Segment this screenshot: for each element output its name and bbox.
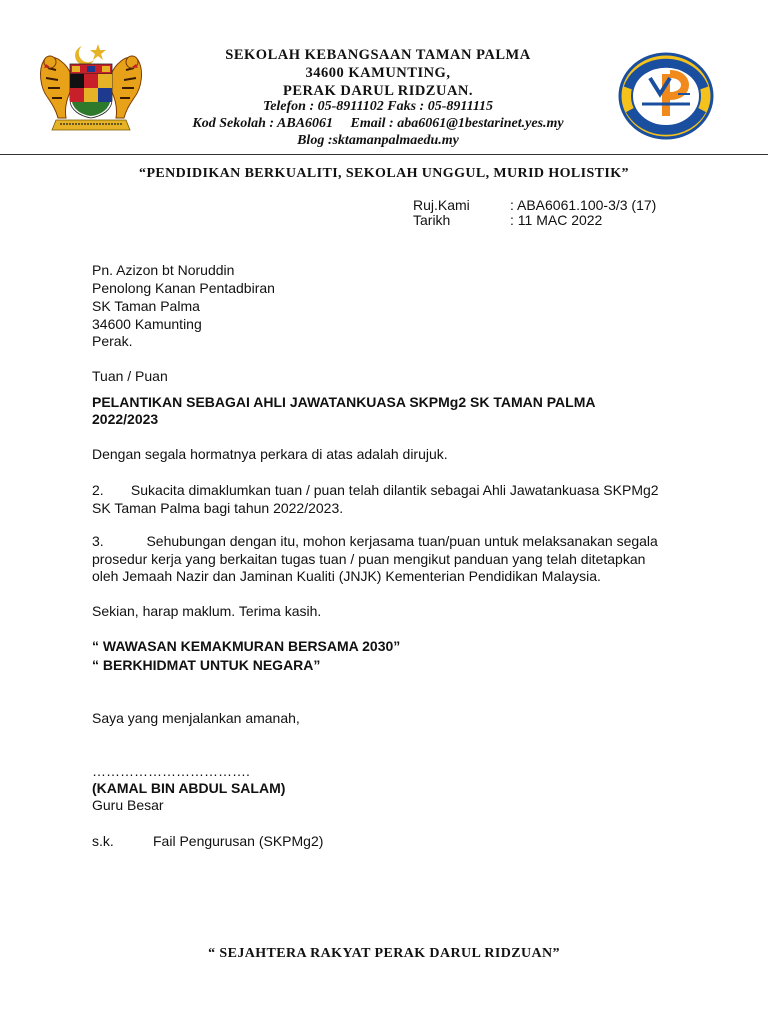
signatory-title: Guru Besar: [92, 797, 164, 813]
recipient-position: Penolong Kanan Pentadbiran: [92, 280, 275, 296]
paragraph-2-line-2: SK Taman Palma bagi tahun 2022/2023.: [92, 500, 344, 516]
footer-slogan: “ SEJAHTERA RAKYAT PERAK DARUL RIDZUAN”: [208, 946, 560, 961]
paragraph-1: Dengan segala hormatnya perkara di atas adalah dirujuk.: [92, 446, 448, 462]
reference-value: : ABA6061.100-3/3 (17): [510, 197, 657, 213]
recipient-name: Pn. Azizon bt Noruddin: [92, 262, 235, 278]
recipient-city: 34600 Kamunting: [92, 316, 202, 332]
paragraph-3-line-3: oleh Jemaah Nazir dan Jaminan Kualiti (JNJK) Kementerian Pendidikan Malaysia.: [92, 568, 601, 584]
malaysia-coat-of-arms-icon: [36, 40, 146, 136]
date-label: Tarikh: [413, 212, 451, 228]
school-blog: Blog :sktamanpalmaedu.my: [297, 133, 459, 148]
signature-line: …………………………….: [92, 763, 250, 779]
signatory-name: (KAMAL BIN ABDUL SALAM): [92, 780, 286, 796]
school-logo-icon: [618, 48, 714, 144]
cc-value: Fail Pengurusan (SKPMg2): [153, 833, 324, 849]
signature-intro: Saya yang menjalankan amanah,: [92, 710, 300, 726]
subject-line-2: 2022/2023: [92, 411, 159, 427]
closing-text: Sekian, harap maklum. Terima kasih.: [92, 603, 322, 619]
reference-label: Ruj.Kami: [413, 197, 470, 213]
subject-line-1: PELANTIKAN SEBAGAI AHLI JAWATANKUASA SKPMg2 SK TAMAN PALMA: [92, 394, 596, 410]
school-motto: “PENDIDIKAN BERKUALITI, SEKOLAH UNGGUL, MURID HOLISTIK”: [139, 166, 629, 181]
school-phone-fax: Telefon : 05-8911102 Faks : 05-8911115: [262, 99, 494, 114]
paragraph-3-line-1: 3. Sehubungan dengan itu, mohon kerjasama tuan/puan untuk melaksanakan segala: [92, 533, 658, 549]
paragraph-3-line-2: prosedur kerja yang berkaitan tugas tuan / puan mengikut panduan yang telah ditetapkan: [92, 551, 646, 567]
school-name: SEKOLAH KEBANGSAAN TAMAN PALMA: [225, 47, 531, 63]
paragraph-2-line-1: 2. Sukacita dimaklumkan tuan / puan telah dilantik sebagai Ahli Jawatankuasa SKPMg2: [92, 482, 659, 498]
school-postcode-city: 34600 KAMUNTING,: [305, 65, 451, 81]
recipient-school: SK Taman Palma: [92, 298, 200, 314]
slogan-2: “ BERKHIDMAT UNTUK NEGARA”: [92, 657, 321, 673]
school-code-email: Kod Sekolah : ABA6061 Email : aba6061@1bestarinet.yes.my: [192, 116, 564, 131]
date-value: : 11 MAC 2022: [510, 212, 603, 228]
recipient-state: Perak.: [92, 333, 133, 349]
slogan-1: “ WAWASAN KEMAKMURAN BERSAMA 2030”: [92, 638, 401, 654]
cc-label: s.k.: [92, 833, 114, 849]
letterhead-divider: [0, 154, 768, 155]
salutation: Tuan / Puan: [92, 368, 168, 384]
school-state: PERAK DARUL RIDZUAN.: [282, 83, 474, 99]
